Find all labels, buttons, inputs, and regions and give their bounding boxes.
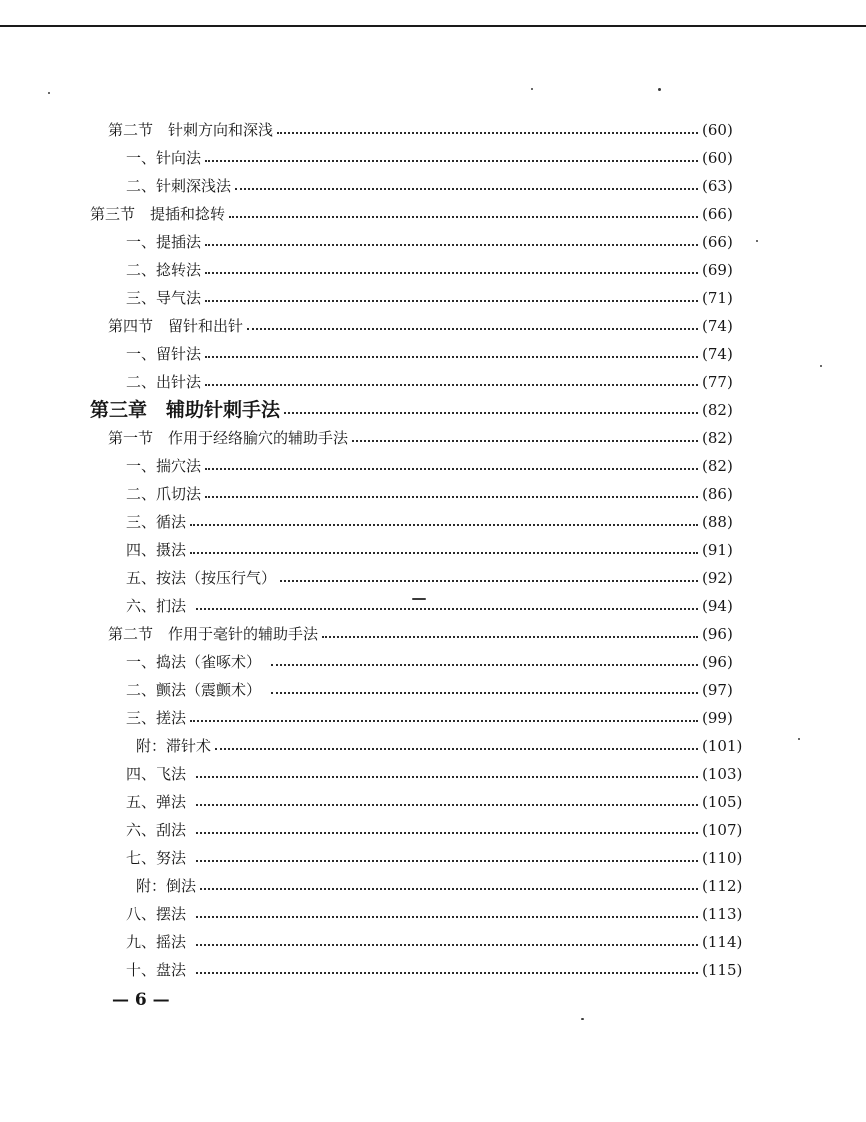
dot-leader bbox=[277, 116, 698, 144]
toc-chapter-entry bbox=[0, 396, 746, 424]
toc-entry-page: (97) bbox=[702, 681, 733, 699]
toc-entry-page: (82) bbox=[702, 429, 733, 447]
dot-leader bbox=[190, 508, 698, 536]
toc-entry-title: 二、出针法 bbox=[126, 373, 202, 391]
toc-entry-page: (82) bbox=[702, 401, 733, 419]
toc-entry-page: (60) bbox=[702, 149, 733, 167]
toc-entry-title: 附：滞针术 bbox=[136, 737, 212, 755]
toc-entry-page: (66) bbox=[702, 233, 733, 251]
toc-entry-page: (112) bbox=[702, 877, 743, 895]
toc-section-entry bbox=[0, 424, 746, 452]
scan-speck bbox=[581, 1018, 584, 1020]
scan-speck bbox=[820, 365, 822, 367]
toc-entry-title: 第一节 作用于经络腧穴的辅助手法 bbox=[108, 429, 349, 447]
toc-entry-page: (86) bbox=[702, 485, 733, 503]
toc-item-entry bbox=[0, 452, 746, 480]
toc-entry-page: (71) bbox=[702, 289, 733, 307]
dot-leader bbox=[196, 760, 698, 788]
dot-leader bbox=[196, 844, 698, 872]
toc-entry-page: (96) bbox=[702, 625, 733, 643]
toc-entry-title: 六、刮法 bbox=[126, 821, 187, 839]
toc-entry-title: 二、爪切法 bbox=[126, 485, 202, 503]
toc-entry-page: (113) bbox=[702, 905, 743, 923]
toc-entry-page: (114) bbox=[702, 933, 743, 951]
toc-entry-page: (96) bbox=[702, 653, 733, 671]
toc-entry-title: 八、摆法 bbox=[126, 905, 187, 923]
toc-entry-page: (69) bbox=[702, 261, 733, 279]
page-number: — 6 — bbox=[112, 990, 170, 1010]
toc-entry-page: (105) bbox=[702, 793, 743, 811]
toc-entry-title: 一、针向法 bbox=[126, 149, 202, 167]
dot-leader bbox=[205, 480, 698, 508]
toc-entry-title: 四、飞法 bbox=[126, 765, 187, 783]
toc-item-entry bbox=[0, 172, 746, 200]
toc-entry-page: (82) bbox=[702, 457, 733, 475]
scan-speck bbox=[798, 738, 800, 740]
dot-leader bbox=[215, 732, 698, 760]
toc-item-entry bbox=[0, 480, 746, 508]
toc-entry-page: (94) bbox=[702, 597, 733, 615]
dot-leader bbox=[247, 312, 698, 340]
dot-leader bbox=[200, 872, 698, 900]
toc-item-entry bbox=[0, 256, 746, 284]
toc-item-entry bbox=[0, 564, 746, 592]
toc-section-entry bbox=[0, 312, 746, 340]
toc-entry-page: (60) bbox=[702, 121, 733, 139]
toc-entry-title: 一、捣法（雀啄术） bbox=[126, 653, 262, 671]
dot-leader bbox=[322, 620, 698, 648]
dot-leader bbox=[205, 368, 698, 396]
dot-leader bbox=[205, 452, 698, 480]
dot-leader bbox=[205, 256, 698, 284]
toc-entry-title: 第二节 作用于毫针的辅助手法 bbox=[108, 625, 319, 643]
toc-item-entry bbox=[0, 788, 746, 816]
toc-item-entry bbox=[0, 760, 746, 788]
toc-entry-page: (115) bbox=[702, 961, 743, 979]
toc-item-entry bbox=[0, 732, 746, 760]
toc-entry-page: (91) bbox=[702, 541, 733, 559]
dot-leader bbox=[280, 564, 698, 592]
toc-entry-title: 四、摄法 bbox=[126, 541, 187, 559]
dot-leader bbox=[196, 928, 698, 956]
toc-item-entry bbox=[0, 872, 746, 900]
toc-entry-title: 第四节 留针和出针 bbox=[108, 317, 244, 335]
dot-leader bbox=[196, 956, 698, 984]
toc-item-entry bbox=[0, 284, 746, 312]
toc-item-entry bbox=[0, 144, 746, 172]
toc-entry-page: (77) bbox=[702, 373, 733, 391]
toc-entry-title: 六、扪法 bbox=[126, 597, 187, 615]
toc-entry-page: (88) bbox=[702, 513, 733, 531]
table-of-contents bbox=[0, 116, 866, 984]
dot-leader bbox=[235, 172, 698, 200]
scan-speck bbox=[48, 92, 50, 94]
toc-entry-title: 二、捻转法 bbox=[126, 261, 202, 279]
toc-section-entry bbox=[0, 200, 746, 228]
dot-leader bbox=[205, 340, 698, 368]
dot-leader bbox=[271, 648, 698, 676]
toc-entry-title: 第三章 辅助针刺手法 bbox=[90, 399, 281, 421]
toc-entry-page: (92) bbox=[702, 569, 733, 587]
toc-entry-page: (66) bbox=[702, 205, 733, 223]
toc-item-entry bbox=[0, 816, 746, 844]
toc-item-entry bbox=[0, 676, 746, 704]
scan-speck bbox=[412, 598, 426, 600]
toc-entry-title: 一、留针法 bbox=[126, 345, 202, 363]
toc-section-entry bbox=[0, 620, 746, 648]
dot-leader bbox=[205, 284, 698, 312]
dot-leader bbox=[196, 592, 698, 620]
toc-entry-title: 三、搓法 bbox=[126, 709, 187, 727]
toc-entry-page: (74) bbox=[702, 317, 733, 335]
dot-leader bbox=[190, 536, 698, 564]
dot-leader bbox=[196, 816, 698, 844]
toc-entry-title: 五、按法（按压行气） bbox=[126, 569, 277, 587]
toc-entry-page: (63) bbox=[702, 177, 733, 195]
toc-entry-title: 三、导气法 bbox=[126, 289, 202, 307]
scan-speck bbox=[756, 240, 758, 242]
header-rule bbox=[0, 25, 866, 27]
dot-leader bbox=[205, 228, 698, 256]
dot-leader bbox=[196, 900, 698, 928]
toc-item-entry bbox=[0, 844, 746, 872]
toc-entry-title: 三、循法 bbox=[126, 513, 187, 531]
toc-entry-title: 第三节 提插和捻转 bbox=[90, 205, 226, 223]
toc-entry-page: (101) bbox=[702, 737, 743, 755]
toc-entry-page: (103) bbox=[702, 765, 743, 783]
toc-item-entry bbox=[0, 340, 746, 368]
dot-leader bbox=[229, 200, 698, 228]
toc-entry-title: 一、提插法 bbox=[126, 233, 202, 251]
toc-entry-title: 五、弹法 bbox=[126, 793, 187, 811]
toc-entry-title: 二、针刺深浅法 bbox=[126, 177, 232, 195]
toc-entry-title: 第二节 针刺方向和深浅 bbox=[108, 121, 274, 139]
toc-item-entry bbox=[0, 228, 746, 256]
toc-entry-title: 附：倒法 bbox=[136, 877, 197, 895]
toc-entry-title: 一、揣穴法 bbox=[126, 457, 202, 475]
toc-section-entry bbox=[0, 116, 746, 144]
toc-item-entry bbox=[0, 592, 746, 620]
dot-leader bbox=[271, 676, 698, 704]
toc-item-entry bbox=[0, 956, 746, 984]
toc-item-entry bbox=[0, 928, 746, 956]
toc-item-entry bbox=[0, 536, 746, 564]
toc-item-entry bbox=[0, 508, 746, 536]
toc-entry-page: (74) bbox=[702, 345, 733, 363]
toc-entry-title: 十、盘法 bbox=[126, 961, 187, 979]
scan-speck bbox=[658, 88, 661, 91]
dot-leader bbox=[205, 144, 698, 172]
toc-entry-page: (110) bbox=[702, 849, 743, 867]
toc-entry-page: (107) bbox=[702, 821, 743, 839]
toc-item-entry bbox=[0, 648, 746, 676]
toc-entry-title: 七、努法 bbox=[126, 849, 187, 867]
scan-speck bbox=[531, 88, 533, 90]
toc-item-entry bbox=[0, 900, 746, 928]
toc-item-entry bbox=[0, 704, 746, 732]
dot-leader bbox=[352, 424, 698, 452]
toc-entry-title: 九、摇法 bbox=[126, 933, 187, 951]
dot-leader bbox=[196, 788, 698, 816]
toc-item-entry bbox=[0, 368, 746, 396]
toc-entry-page: (99) bbox=[702, 709, 733, 727]
dot-leader bbox=[190, 704, 698, 732]
toc-entry-title: 二、颤法（震颤术） bbox=[126, 681, 262, 699]
dot-leader bbox=[284, 396, 698, 424]
